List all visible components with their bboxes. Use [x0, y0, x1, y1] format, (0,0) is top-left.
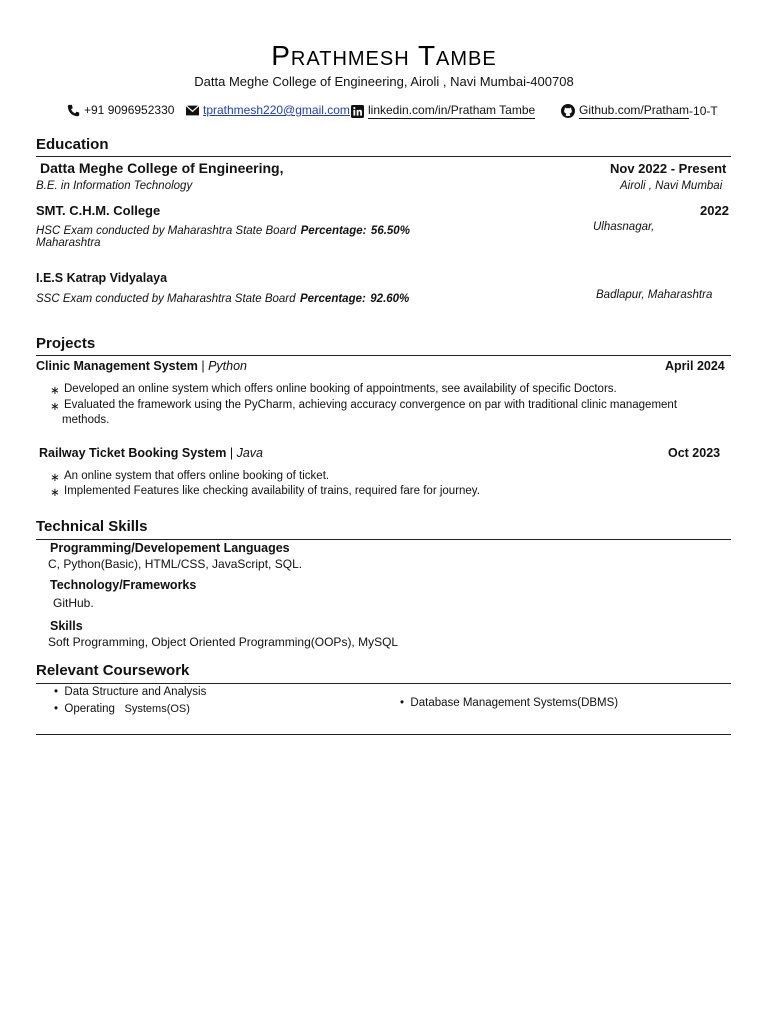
candidate-name: Prathmesh Tambe [271, 40, 497, 71]
percentage-label: Percentage: [299, 293, 366, 305]
percentage-value: 92.60% [370, 293, 410, 305]
education-detail [36, 289, 409, 307]
skill-group-heading: Technology/Frameworks [50, 578, 197, 592]
list-item: ∗ Developed an online system which offers online booking of appointments, see availability of specific Doctors. [50, 383, 617, 397]
projects-heading: Projects [36, 335, 96, 352]
coursework-divider [36, 683, 731, 684]
education-location: Badlapur, Maharashtra [596, 289, 713, 301]
phone-icon [67, 104, 80, 117]
school-name: Datta Meghe College of Engineering, [40, 160, 284, 176]
project-name: Clinic Management System [36, 359, 198, 373]
degree: B.E. in Information Technology [36, 180, 193, 192]
email-contact[interactable] [186, 103, 350, 117]
linkedin-link[interactable]: linkedin.com/in/Pratham Tambe [368, 103, 536, 117]
phone-number: +91 9096952330 [84, 103, 175, 117]
education-divider [36, 156, 731, 157]
separator: | [229, 446, 234, 460]
skill-group-heading: Skills [50, 619, 83, 633]
github-icon [561, 104, 575, 118]
project-tech: Python [208, 359, 247, 373]
project-date: April 2024 [665, 359, 725, 373]
list-item-cont: methods. [62, 414, 110, 426]
project-date: Oct 2023 [668, 446, 721, 460]
project-title [36, 359, 247, 373]
project-tech: Java [236, 446, 263, 460]
linkedin-icon [351, 105, 364, 118]
percentage-value: 56.50% [370, 225, 410, 237]
school-name: I.E.S Katrap Vidyalaya [36, 271, 168, 285]
address: Datta Meghe College of Engineering, Airoli , Navi Mumbai-400708 [194, 74, 574, 89]
list-item: • Data Structure and Analysis [54, 686, 207, 698]
education-location: Ulhasnagar, [593, 221, 655, 233]
linkedin-contact[interactable] [351, 103, 535, 119]
projects-divider [36, 355, 731, 356]
coursework-heading: Relevant Coursework [36, 662, 190, 679]
skill-group-value: C, Python(Basic), HTML/CSS, JavaScript, SQL. [48, 557, 303, 571]
list-item: ∗ An online system that offers online booking of ticket. [50, 470, 330, 484]
skills-divider [36, 539, 731, 540]
list-item: ∗ Implemented Features like checking availability of trains, required fare for journey. [50, 485, 480, 499]
exam-board: SSC Exam conducted by Maharashtra State Board [36, 293, 296, 305]
project-name: Railway Ticket Booking System [39, 446, 227, 460]
project-title [39, 446, 263, 460]
list-item: ∗ Evaluated the framework using the PyCharm, achieving accuracy convergence on par with traditional clinic management [50, 399, 678, 413]
email-link[interactable]: tprathmesh220@gmail.com [203, 103, 350, 117]
percentage-label: Percentage: [300, 225, 367, 237]
school-name: SMT. C.H.M. College [36, 203, 161, 218]
education-location: Airoli , Navi Mumbai [620, 180, 723, 192]
github-link-suffix[interactable]: -10-T [689, 104, 718, 118]
exam-board: HSC Exam conducted by Maharashtra State Board [36, 225, 297, 237]
github-link[interactable]: Github.com/Pratham [579, 103, 690, 117]
skill-group-value: Soft Programming, Object Oriented Programming(OOPs), MySQL [48, 635, 399, 649]
separator: | [201, 359, 205, 373]
github-contact[interactable] [561, 103, 718, 119]
list-item: • Operating Systems(OS) [54, 703, 190, 715]
list-item: • Database Management Systems(DBMS) [400, 697, 619, 709]
envelope-icon [186, 105, 199, 116]
phone-contact[interactable] [67, 103, 174, 117]
bottom-divider [36, 734, 731, 735]
education-heading: Education [36, 136, 109, 153]
skill-group-heading: Programming/Developement Languages [50, 541, 290, 555]
education-location-cont: Maharashtra [36, 237, 101, 249]
skills-heading: Technical Skills [36, 518, 148, 535]
education-date: Nov 2022 - Present [610, 161, 727, 176]
skill-group-value: GitHub. [53, 596, 94, 610]
education-date: 2022 [700, 203, 729, 218]
